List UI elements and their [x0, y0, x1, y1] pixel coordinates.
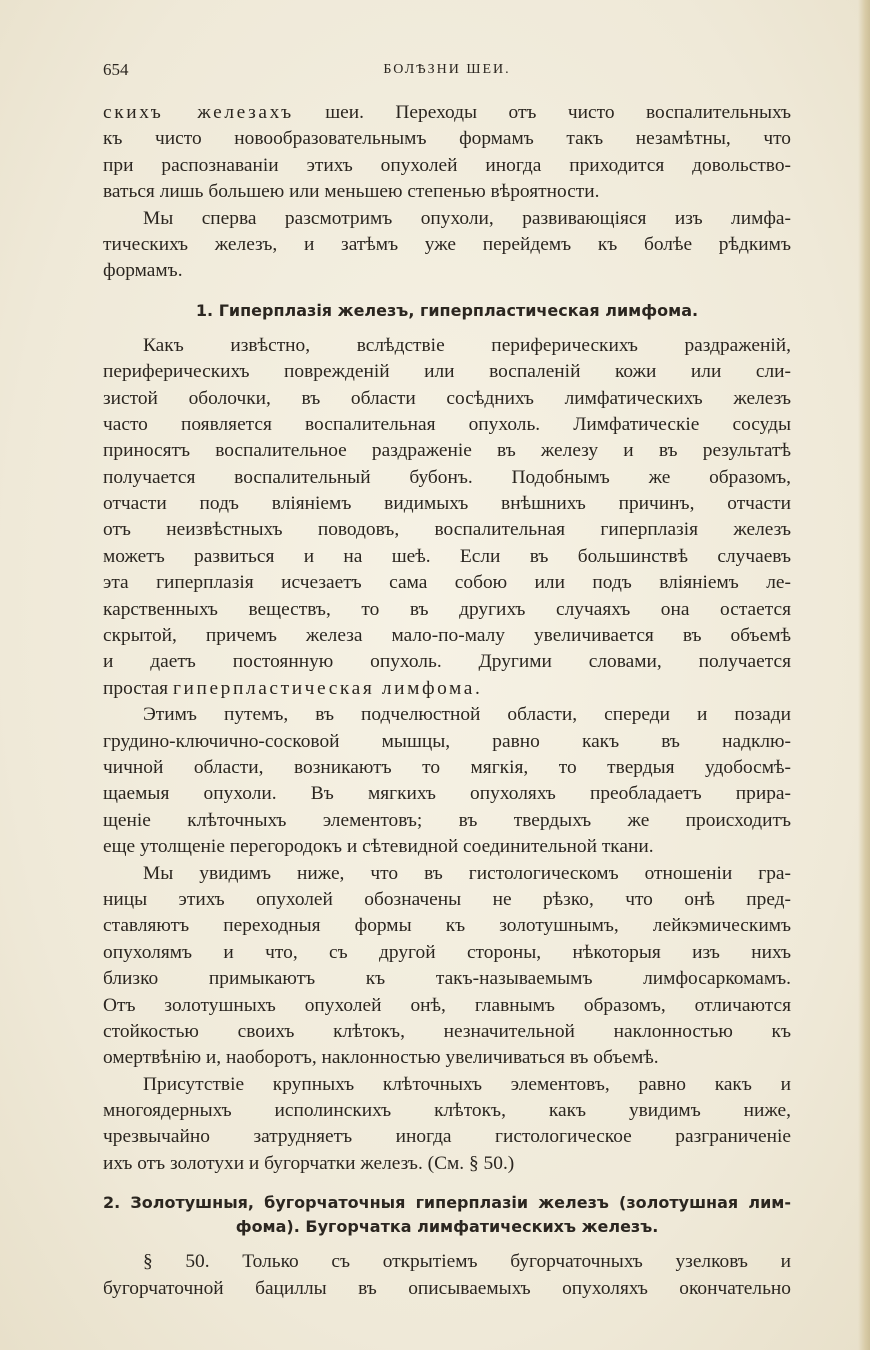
text-line	[103, 861, 791, 887]
text-line	[103, 179, 791, 205]
text-run: шеи. Переходы отъ чисто воспалительныхъ	[293, 102, 791, 123]
text-line	[103, 808, 791, 834]
text-line	[103, 412, 791, 438]
text-run: тическихъ железъ, и затѣмъ уже перейдемъ къ болѣе рѣдкимъ	[103, 233, 791, 255]
text-line	[103, 386, 791, 412]
text-line	[103, 438, 791, 464]
section-heading	[103, 1191, 791, 1239]
text-run: карственныхъ веществъ, то въ другихъ случаяхъ она остается	[103, 598, 791, 620]
text-line	[103, 206, 791, 232]
text-run: эта гиперплазія исчезаетъ сама собою или подъ вліяніемъ ле-	[103, 572, 791, 594]
paragraph	[103, 702, 791, 860]
text-run: можетъ развиться и на шеѣ. Если въ большинствѣ случаевъ	[103, 545, 791, 567]
running-title: БОЛѢЗНИ ШЕИ.	[383, 62, 511, 77]
section-heading-line: 1. Гиперплазія железъ, гиперпластическая лимфома.	[195, 300, 699, 320]
text-line	[103, 465, 791, 491]
text-line	[103, 544, 791, 570]
text-line	[103, 940, 791, 966]
paragraph	[103, 333, 791, 702]
text-line	[103, 1045, 791, 1071]
text-run: стойкостью своихъ клѣтокъ, незначительной наклонностью къ	[103, 1020, 791, 1042]
emphasized-term: гиперпластическая лимфома	[172, 677, 475, 699]
text-line	[103, 623, 791, 649]
text-run: получается воспалительный бубонъ. Подобнымъ же образомъ,	[103, 466, 791, 488]
text-line	[103, 834, 791, 860]
text-run: къ чисто новообразовательнымъ формамъ такъ незамѣтны, что	[103, 128, 791, 150]
paragraph	[103, 861, 791, 1072]
text-run: зистой оболочки, въ области сосѣднихъ лимфатическихъ железъ	[103, 387, 791, 409]
text-run: грудино-ключично-сосковой мышцы, равно какъ въ надклю-	[103, 730, 791, 752]
text-line	[103, 100, 791, 126]
text-line	[103, 887, 791, 913]
text-line	[103, 1249, 791, 1275]
text-run: ницы этихъ опухолей обозначены не рѣзко, что онѣ пред-	[103, 888, 791, 910]
text-run: простая	[103, 677, 173, 699]
text-line	[103, 729, 791, 755]
text-line	[103, 1151, 791, 1177]
section-heading-line: 2. Золотушныя, бугорчаточныя гиперплазіи железъ (золотушная лим-	[103, 1193, 791, 1213]
text-run: § 50. Только съ открытіемъ бугорчаточныхъ узелковъ и	[143, 1251, 791, 1273]
text-line	[103, 702, 791, 728]
text-run: Этимъ путемъ, въ подчелюстной области, спереди и позади	[143, 704, 791, 726]
text-line	[103, 1072, 791, 1098]
text-line	[103, 1019, 791, 1045]
text-run: Присутствіе крупныхъ клѣточныхъ элементовъ, равно какъ и	[143, 1073, 791, 1095]
text-run: Отъ золотушныхъ опухолей онѣ, главнымъ образомъ, отличаются	[103, 994, 791, 1016]
text-run: щеніе клѣточныхъ элементовъ; въ твердыхъ же происходитъ	[103, 809, 791, 831]
section-heading-line: фома). Бугорчатка лимфатическихъ железъ.	[235, 1217, 659, 1237]
text-run: при распознаваніи этихъ опухолей иногда приходится довольство-	[103, 154, 791, 176]
text-run: Мы увидимъ ниже, что въ гистологическомъ отношеніи гра-	[143, 862, 791, 884]
text-run: ставляютъ переходныя формы къ золотушнымъ, лейкэмическимъ	[103, 915, 791, 937]
text-line	[103, 1276, 791, 1302]
paragraph	[103, 1072, 791, 1178]
text-run: близко примыкаютъ къ такъ-называемымъ лимфосаркомамъ.	[103, 968, 791, 990]
text-line	[103, 649, 791, 675]
text-line	[103, 1124, 791, 1150]
text-line	[103, 126, 791, 152]
text-run: формамъ.	[103, 260, 183, 282]
text-run: .	[475, 677, 480, 699]
text-run: Мы сперва разсмотримъ опухоли, развивающіяся изъ лимфа-	[143, 207, 791, 229]
text-run: чрезвычайно затрудняетъ иногда гистологическое разграниченіе	[103, 1126, 791, 1148]
text-line	[103, 232, 791, 258]
page-number: 654	[103, 60, 129, 79]
text-line	[103, 570, 791, 596]
text-line	[103, 913, 791, 939]
page-body	[103, 100, 791, 1302]
text-run: скрытой, причемъ железа мало-по-малу увеличивается въ объемѣ	[103, 625, 791, 647]
text-run: ихъ отъ золотухи и бугорчатки железъ. (См. § 50.)	[103, 1152, 515, 1174]
text-line	[103, 153, 791, 179]
text-line	[103, 359, 791, 385]
text-run: чичной области, возникаютъ то мягкія, то твердыя удобосмѣ-	[103, 756, 791, 778]
text-run: многоядерныхъ исполинскихъ клѣтокъ, какъ увидимъ ниже,	[103, 1100, 791, 1122]
text-line	[103, 333, 791, 359]
paragraph	[103, 1249, 791, 1302]
section-heading	[103, 299, 791, 323]
text-line	[103, 1098, 791, 1124]
page-edge-shadow	[858, 0, 870, 1350]
text-line	[103, 993, 791, 1019]
text-run: щаемыя опухоли. Въ мягкихъ опухоляхъ преобладаетъ прира-	[103, 783, 791, 805]
text-run: ваться лишь большею или меньшею степенью вѣроятности.	[103, 181, 600, 203]
text-line	[103, 517, 791, 543]
text-line	[103, 781, 791, 807]
text-run: омертвѣнію и, наоборотъ, наклонностью увеличиваться въ объемѣ.	[103, 1047, 659, 1069]
text-run: отчасти подъ вліяніемъ видимыхъ внѣшнихъ причинъ, отчасти	[103, 493, 791, 515]
text-line	[103, 258, 791, 284]
emphasized-term: скихъ железахъ	[103, 102, 294, 123]
paragraph	[103, 100, 791, 206]
text-line	[103, 755, 791, 781]
text-line	[103, 597, 791, 623]
text-run: приносятъ воспалительное раздраженіе въ железу и въ результатѣ	[103, 440, 791, 462]
text-run: Какъ извѣстно, вслѣдствіе периферическихъ раздраженій,	[143, 334, 791, 356]
text-run: опухолямъ и что, съ другой стороны, нѣкоторыя изъ нихъ	[103, 941, 791, 963]
text-run: еще утолщеніе перегородокъ и сѣтевидной соединительной ткани.	[103, 836, 654, 858]
text-run: часто появляется воспалительная опухоль. Лимфатическіе сосуды	[103, 413, 791, 435]
text-line	[103, 966, 791, 992]
text-line	[103, 491, 791, 517]
text-run: отъ неизвѣстныхъ поводовъ, воспалительная гиперплазія железъ	[103, 519, 791, 541]
text-line	[103, 676, 791, 702]
text-run: бугорчаточной бациллы въ описываемыхъ опухоляхъ окончательно	[103, 1277, 791, 1299]
running-head	[103, 60, 791, 84]
text-run: периферическихъ поврежденій или воспаленій кожи или сли-	[103, 361, 791, 383]
text-run: и даетъ постоянную опухоль. Другими словами, получается	[103, 651, 791, 673]
paragraph	[103, 206, 791, 285]
